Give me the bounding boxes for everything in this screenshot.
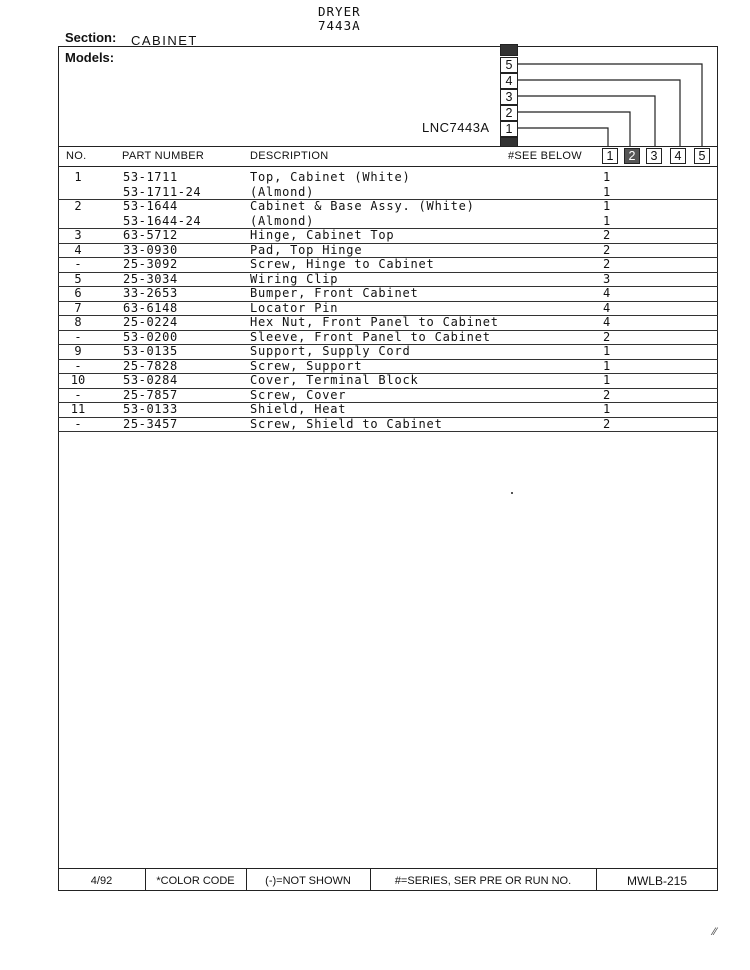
series-box-2: 2: [500, 105, 518, 121]
table-row: [58, 199, 718, 214]
row-description: Cabinet & Base Assy. (White): [250, 199, 475, 213]
row-description: Screw, Cover: [250, 387, 347, 402]
col-header-see-below: #SEE BELOW: [508, 150, 582, 162]
table-row: [58, 170, 718, 185]
col-header-part-number: PART NUMBER: [122, 150, 205, 162]
row-part-number: 53-1644: [123, 199, 178, 213]
row-item-no: 2: [74, 199, 82, 213]
row-item-no: 8: [74, 315, 82, 329]
row-description: Support, Supply Cord: [250, 344, 411, 358]
row-part-number: 25-0224: [123, 315, 178, 329]
row-item-no: 9: [74, 344, 82, 358]
series-connector-lines: [0, 0, 750, 170]
row-part-number: 25-7828: [123, 358, 178, 373]
col-header-description: DESCRIPTION: [250, 150, 329, 162]
row-part-number: 25-3457: [123, 416, 178, 431]
document-title: DRYER: [318, 4, 361, 19]
row-description: Wiring Clip: [250, 271, 339, 286]
row-part-number: 63-5712: [123, 228, 178, 242]
footer-color-code: *COLOR CODE: [156, 875, 235, 887]
row-quantity: 4: [603, 286, 611, 300]
row-description: Locator Pin: [250, 300, 339, 315]
row-item-no: 7: [74, 300, 82, 315]
row-description: Sleeve, Front Panel to Cabinet: [250, 329, 491, 344]
row-item-no: 4: [74, 242, 82, 257]
col-header-no: NO.: [66, 150, 87, 162]
row-part-number: 33-0930: [123, 242, 178, 257]
row-quantity: 1: [603, 358, 611, 373]
section-value: CABINET: [131, 33, 198, 48]
row-item-no: 3: [74, 228, 82, 242]
model-name: LNC7443A: [422, 120, 490, 135]
model-col-5: 5: [694, 148, 710, 164]
series-box-4: 4: [500, 73, 518, 89]
row-item-no: 11: [70, 402, 86, 416]
row-part-number: 53-1711-24: [123, 184, 202, 199]
row-quantity: 2: [603, 416, 611, 431]
row-quantity: 1: [603, 402, 611, 416]
row-part-number: 53-1711: [123, 170, 178, 184]
row-quantity: 1: [603, 170, 611, 184]
row-description: Pad, Top Hinge: [250, 242, 363, 257]
row-part-number: 25-3092: [123, 257, 178, 271]
row-description: (Almond): [250, 184, 315, 199]
row-quantity: 2: [603, 228, 611, 242]
row-description: Hex Nut, Front Panel to Cabinet: [250, 315, 499, 329]
series-box-5: 5: [500, 57, 518, 73]
row-item-no: -: [74, 257, 82, 271]
table-row: [58, 243, 718, 259]
table-row: [58, 388, 718, 404]
row-part-number: 53-0133: [123, 402, 178, 416]
row-part-number: 25-7857: [123, 387, 178, 402]
table-row: [58, 344, 718, 360]
stray-mark: ⁄⁄: [713, 926, 717, 938]
row-item-no: 5: [74, 271, 82, 286]
table-row: [58, 417, 718, 433]
table-row: [58, 330, 718, 346]
table-row: [58, 257, 718, 273]
row-description: Cover, Terminal Block: [250, 373, 419, 387]
footer-document-id: MWLB-215: [626, 874, 688, 888]
table-row: [58, 373, 718, 389]
table-row: [58, 315, 718, 331]
row-quantity: 3: [603, 271, 611, 286]
row-item-no: -: [74, 329, 82, 344]
row-part-number: 53-0200: [123, 329, 178, 344]
model-col-3: 3: [646, 148, 662, 164]
row-item-no: 6: [74, 286, 82, 300]
header-divider: [58, 166, 718, 167]
table-row: [58, 301, 718, 317]
table-row: [58, 402, 718, 418]
row-quantity: 2: [603, 329, 611, 344]
row-part-number: 25-3034: [123, 271, 178, 286]
row-description: Screw, Support: [250, 358, 363, 373]
table-row: [58, 359, 718, 375]
row-item-no: -: [74, 387, 82, 402]
series-box-3: 3: [500, 89, 518, 105]
row-quantity: 1: [603, 373, 611, 387]
table-row: [58, 185, 718, 201]
footer-date: 4/92: [90, 875, 113, 887]
row-quantity: 1: [603, 213, 611, 228]
row-quantity: 2: [603, 387, 611, 402]
model-col-4: 4: [670, 148, 686, 164]
models-label: Models:: [65, 50, 115, 65]
row-quantity: 4: [603, 300, 611, 315]
table-row: [58, 214, 718, 230]
footer-series-legend: #=SERIES, SER PRE OR RUN NO.: [394, 875, 572, 887]
row-quantity: 1: [603, 184, 611, 199]
section-label: Section:: [65, 30, 117, 45]
row-part-number: 63-6148: [123, 300, 178, 315]
row-description: Screw, Hinge to Cabinet: [250, 257, 435, 271]
row-part-number: 53-0284: [123, 373, 178, 387]
row-description: Bumper, Front Cabinet: [250, 286, 419, 300]
row-quantity: 2: [603, 242, 611, 257]
row-part-number: 53-0135: [123, 344, 178, 358]
row-description: Hinge, Cabinet Top: [250, 228, 395, 242]
row-item-no: -: [74, 416, 82, 431]
row-quantity: 1: [603, 344, 611, 358]
row-quantity: 4: [603, 315, 611, 329]
row-item-no: 1: [74, 170, 82, 184]
scan-speck: [511, 492, 513, 494]
row-quantity: 2: [603, 257, 611, 271]
row-item-no: 10: [70, 373, 86, 387]
model-number-title: 7443A: [318, 18, 361, 33]
model-col-2: 2: [624, 148, 640, 164]
series-box-1: 1: [500, 121, 518, 137]
row-description: Top, Cabinet (White): [250, 170, 411, 184]
row-quantity: 1: [603, 199, 611, 213]
footer-not-shown-legend: (-)=NOT SHOWN: [265, 875, 351, 887]
row-description: Shield, Heat: [250, 402, 347, 416]
models-divider: [58, 146, 718, 147]
row-part-number: 33-2653: [123, 286, 178, 300]
row-description: Screw, Shield to Cabinet: [250, 416, 443, 431]
table-row: [58, 228, 718, 244]
row-part-number: 53-1644-24: [123, 213, 202, 228]
model-col-1: 1: [602, 148, 618, 164]
table-row: [58, 272, 718, 288]
row-item-no: -: [74, 358, 82, 373]
row-description: (Almond): [250, 213, 315, 228]
table-row: [58, 286, 718, 302]
